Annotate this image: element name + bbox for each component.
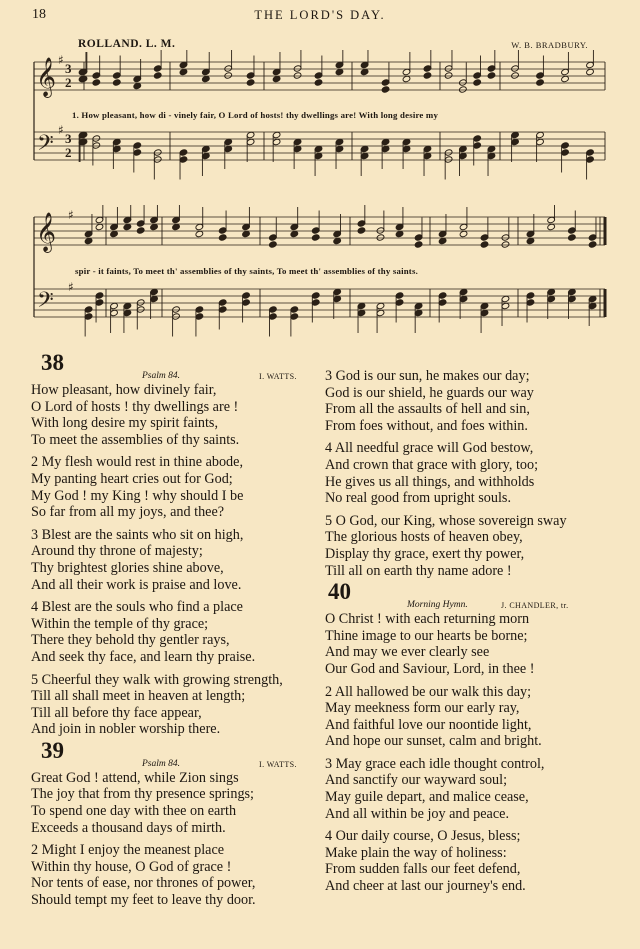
verse-line: And may we ever clearly see bbox=[325, 644, 490, 661]
note-head bbox=[586, 68, 595, 75]
verse-line: 5 O God, our King, whose sovereign sway bbox=[325, 512, 567, 529]
note-head bbox=[487, 72, 496, 79]
page-number: 18 bbox=[32, 7, 46, 22]
hymn-source: Morning Hymn. bbox=[407, 600, 468, 611]
verse-line: Great God ! attend, while Zion sings bbox=[31, 769, 239, 786]
verse-line: He gives us all things, and withholds bbox=[325, 473, 535, 490]
lyrics-line-2: spir - it faints, To meet th' assemblies of thy saints, To meet th' assemblies of thy saints. bbox=[75, 266, 418, 276]
note-head bbox=[293, 72, 302, 79]
verse bbox=[31, 454, 321, 520]
note-head bbox=[376, 234, 385, 241]
hymn-source: Psalm 84. bbox=[142, 758, 180, 769]
verse-line: My panting heart cries out for God; bbox=[31, 470, 233, 487]
note-head bbox=[269, 241, 278, 248]
verse-line: Make plain the way of holiness: bbox=[325, 844, 507, 861]
verse-line: Our God and Saviour, Lord, in thee ! bbox=[325, 660, 535, 677]
verse-line: From sudden falls our feet defend, bbox=[325, 861, 521, 878]
verse-line: 4 Blest are the souls who find a place bbox=[31, 599, 243, 616]
note-head bbox=[150, 223, 159, 230]
verse-line: Till all before thy face appear, bbox=[31, 704, 202, 721]
note-head bbox=[179, 68, 188, 75]
note-head bbox=[402, 75, 411, 82]
hymn-39-text-part-2 bbox=[325, 368, 615, 579]
verse-line: My God ! my King ! why should I be bbox=[31, 487, 244, 504]
note-head bbox=[381, 86, 390, 93]
note-head bbox=[246, 79, 255, 86]
verse-line: And cheer at last our journey's end. bbox=[325, 878, 526, 895]
note-head bbox=[218, 234, 227, 241]
verse-line: May meekness form our early ray, bbox=[325, 700, 520, 717]
hymn-author: I. WATTS. bbox=[259, 372, 297, 381]
verse-line: And hope our sunset, calm and bright. bbox=[325, 733, 542, 750]
note-head bbox=[242, 230, 251, 237]
note-head bbox=[136, 227, 145, 234]
verse bbox=[31, 382, 321, 448]
verse bbox=[31, 672, 321, 738]
verse-line: The joy that from thy presence springs; bbox=[31, 786, 255, 803]
note-head bbox=[561, 75, 570, 82]
verse-line: How pleasant, how divinely fair, bbox=[31, 382, 217, 398]
note-head bbox=[110, 230, 119, 237]
note-head bbox=[568, 234, 577, 241]
running-title: THE LORD'S DAY. bbox=[254, 8, 386, 22]
note-head bbox=[112, 79, 121, 86]
verse-line: There they behold thy gentler rays, bbox=[31, 632, 230, 649]
verse-line: And faithful love our noontide light, bbox=[325, 716, 532, 733]
hymn-source: Psalm 84. bbox=[142, 371, 180, 381]
time-signature: 3 bbox=[65, 131, 72, 146]
verse-line: 2 Might I enjoy the meanest place bbox=[31, 842, 225, 859]
time-signature: 2 bbox=[65, 75, 72, 90]
verse-line: The glorious hosts of heaven obey, bbox=[325, 529, 523, 546]
verse bbox=[325, 684, 615, 750]
note-head bbox=[335, 68, 344, 75]
note-head bbox=[395, 230, 404, 237]
verse-line: Till all on earth thy name adore ! bbox=[325, 562, 512, 579]
note-head bbox=[480, 241, 489, 248]
verse-line: Display thy grace, exert thy power, bbox=[325, 545, 525, 562]
verse-line: 4 All needful grace will God bestow, bbox=[325, 440, 534, 457]
verse-line: And sanctify our wayward soul; bbox=[325, 772, 508, 789]
tune-composer: W. B. BRADBURY. bbox=[511, 40, 588, 50]
verse-line: O Lord of hosts ! thy dwellings are ! bbox=[31, 398, 239, 415]
note-head bbox=[473, 79, 482, 86]
note-head bbox=[123, 223, 132, 230]
note-head bbox=[501, 241, 510, 248]
time-signature: 3 bbox=[65, 61, 72, 76]
sharp-icon: ♯ bbox=[68, 208, 74, 222]
verse-line: 3 Blest are the saints who sit on high, bbox=[31, 526, 244, 543]
verse bbox=[325, 513, 615, 579]
note-head bbox=[224, 72, 233, 79]
verse bbox=[31, 599, 321, 665]
note-head bbox=[272, 75, 281, 82]
note-head bbox=[153, 72, 162, 79]
verse bbox=[31, 770, 321, 836]
note-head bbox=[95, 223, 104, 230]
verse-line: From foes without, and foes within. bbox=[325, 417, 528, 434]
verse-line: Thy brightest glories shine above, bbox=[31, 559, 224, 576]
bass-clef-icon: 𝄢 bbox=[37, 131, 54, 161]
verse bbox=[31, 527, 321, 593]
verse-line: O Christ ! with each returning morn bbox=[325, 611, 530, 628]
right-column bbox=[325, 368, 615, 901]
hymn-heading-38 bbox=[31, 350, 321, 382]
sharp-icon: ♯ bbox=[58, 123, 64, 137]
verse-line: Thine image to our hearts be borne; bbox=[325, 627, 528, 644]
verse-line: And all their work is praise and love. bbox=[31, 576, 242, 593]
sharp-icon: ♯ bbox=[58, 53, 64, 67]
verse-line: Nor tents of ease, nor thrones of power, bbox=[31, 875, 256, 892]
verse-line: Should tempt my feet to leave thy door. bbox=[31, 892, 256, 909]
note-head bbox=[202, 75, 211, 82]
treble-clef-icon: 𝄞 bbox=[36, 212, 57, 252]
verse-line: And crown that grace with glory, too; bbox=[325, 456, 539, 473]
hymn-author: I. WATTS. bbox=[259, 759, 297, 769]
time-signature: 2 bbox=[65, 145, 72, 160]
hymn-40-text bbox=[325, 611, 615, 895]
note-head bbox=[290, 230, 299, 237]
left-column bbox=[31, 350, 321, 915]
verse bbox=[31, 842, 321, 908]
verse-line: To spend one day with thee on earth bbox=[31, 803, 237, 820]
sharp-icon: ♯ bbox=[68, 280, 74, 294]
verse-line: 3 God is our sun, he makes our day; bbox=[325, 368, 530, 384]
note-head bbox=[84, 237, 93, 244]
verse-line: May guile depart, and malice cease, bbox=[325, 789, 529, 806]
hymn-heading-40 bbox=[325, 579, 615, 611]
note-head bbox=[536, 79, 545, 86]
verse-line: From all the assaults of hell and sin, bbox=[325, 401, 530, 418]
verse-line: 4 Our daily course, O Jesus, bless; bbox=[325, 828, 521, 845]
hymn-number: 39 bbox=[41, 737, 64, 763]
hymn-39-text-part-1 bbox=[31, 770, 321, 909]
verse-line: God is our shield, he guards our way bbox=[325, 384, 534, 401]
note-head bbox=[547, 223, 556, 230]
verse-line: 3 May grace each idle thought control, bbox=[325, 755, 545, 772]
note-head bbox=[414, 241, 423, 248]
note-head bbox=[92, 79, 101, 86]
note-head bbox=[133, 82, 142, 89]
verse-line: To meet the assemblies of thy saints. bbox=[31, 431, 240, 448]
note-head bbox=[459, 86, 468, 93]
treble-clef-icon: 𝄞 bbox=[36, 57, 57, 97]
note-head bbox=[526, 237, 535, 244]
verse-line: 5 Cheerful they walk with growing strength, bbox=[31, 671, 283, 688]
verse bbox=[325, 756, 615, 822]
note-head bbox=[357, 227, 366, 234]
verse-line: Till all shall meet in heaven at length; bbox=[31, 688, 246, 705]
tune-name: ROLLAND. L. M. bbox=[78, 38, 176, 50]
verse-line: And join in nobler worship there. bbox=[31, 721, 221, 738]
verse-line: Within thy house, O God of grace ! bbox=[31, 858, 232, 875]
verse bbox=[325, 440, 615, 506]
verse-line: Around thy throne of majesty; bbox=[31, 543, 203, 560]
note-head bbox=[79, 75, 88, 82]
note-head bbox=[333, 237, 342, 244]
verse-line: So far from all my joys, and thee? bbox=[31, 504, 225, 521]
verse-line: And seek thy face, and learn thy praise. bbox=[31, 648, 256, 665]
hymn-author: J. CHANDLER, tr. bbox=[501, 601, 569, 611]
note-head bbox=[311, 234, 320, 241]
hymn-number: 40 bbox=[328, 579, 351, 605]
note-head bbox=[511, 72, 520, 79]
hymn-38-text bbox=[31, 382, 321, 738]
note-head bbox=[195, 230, 204, 237]
verse-line: 2 My flesh would rest in thine abode, bbox=[31, 454, 243, 471]
verse-line: Within the temple of thy grace; bbox=[31, 615, 209, 632]
note-head bbox=[444, 72, 453, 79]
note-head bbox=[438, 237, 447, 244]
verse bbox=[325, 611, 615, 677]
note-head bbox=[459, 230, 468, 237]
verse-line: And all within be joy and peace. bbox=[325, 805, 509, 822]
bass-clef-icon: 𝄢 bbox=[37, 288, 54, 318]
verse bbox=[325, 368, 615, 434]
note-head bbox=[360, 68, 369, 75]
note-head bbox=[423, 72, 432, 79]
note-head bbox=[314, 79, 323, 86]
verse-line: 2 All hallowed be our walk this day; bbox=[325, 683, 532, 700]
verse-line: With long desire my spirit faints, bbox=[31, 415, 218, 432]
lyrics-line-1: 1. How pleasant, how di - vinely fair, O Lord of hosts! thy dwellings are! With long desire my bbox=[72, 110, 439, 120]
hymn-number: 38 bbox=[41, 350, 64, 375]
verse-line: Exceeds a thousand days of mirth. bbox=[31, 819, 226, 836]
note-head bbox=[588, 241, 597, 248]
hymn-heading-39 bbox=[31, 737, 321, 770]
note-head bbox=[172, 223, 181, 230]
verse-line: No real good from upright souls. bbox=[325, 490, 511, 507]
verse bbox=[325, 828, 615, 894]
